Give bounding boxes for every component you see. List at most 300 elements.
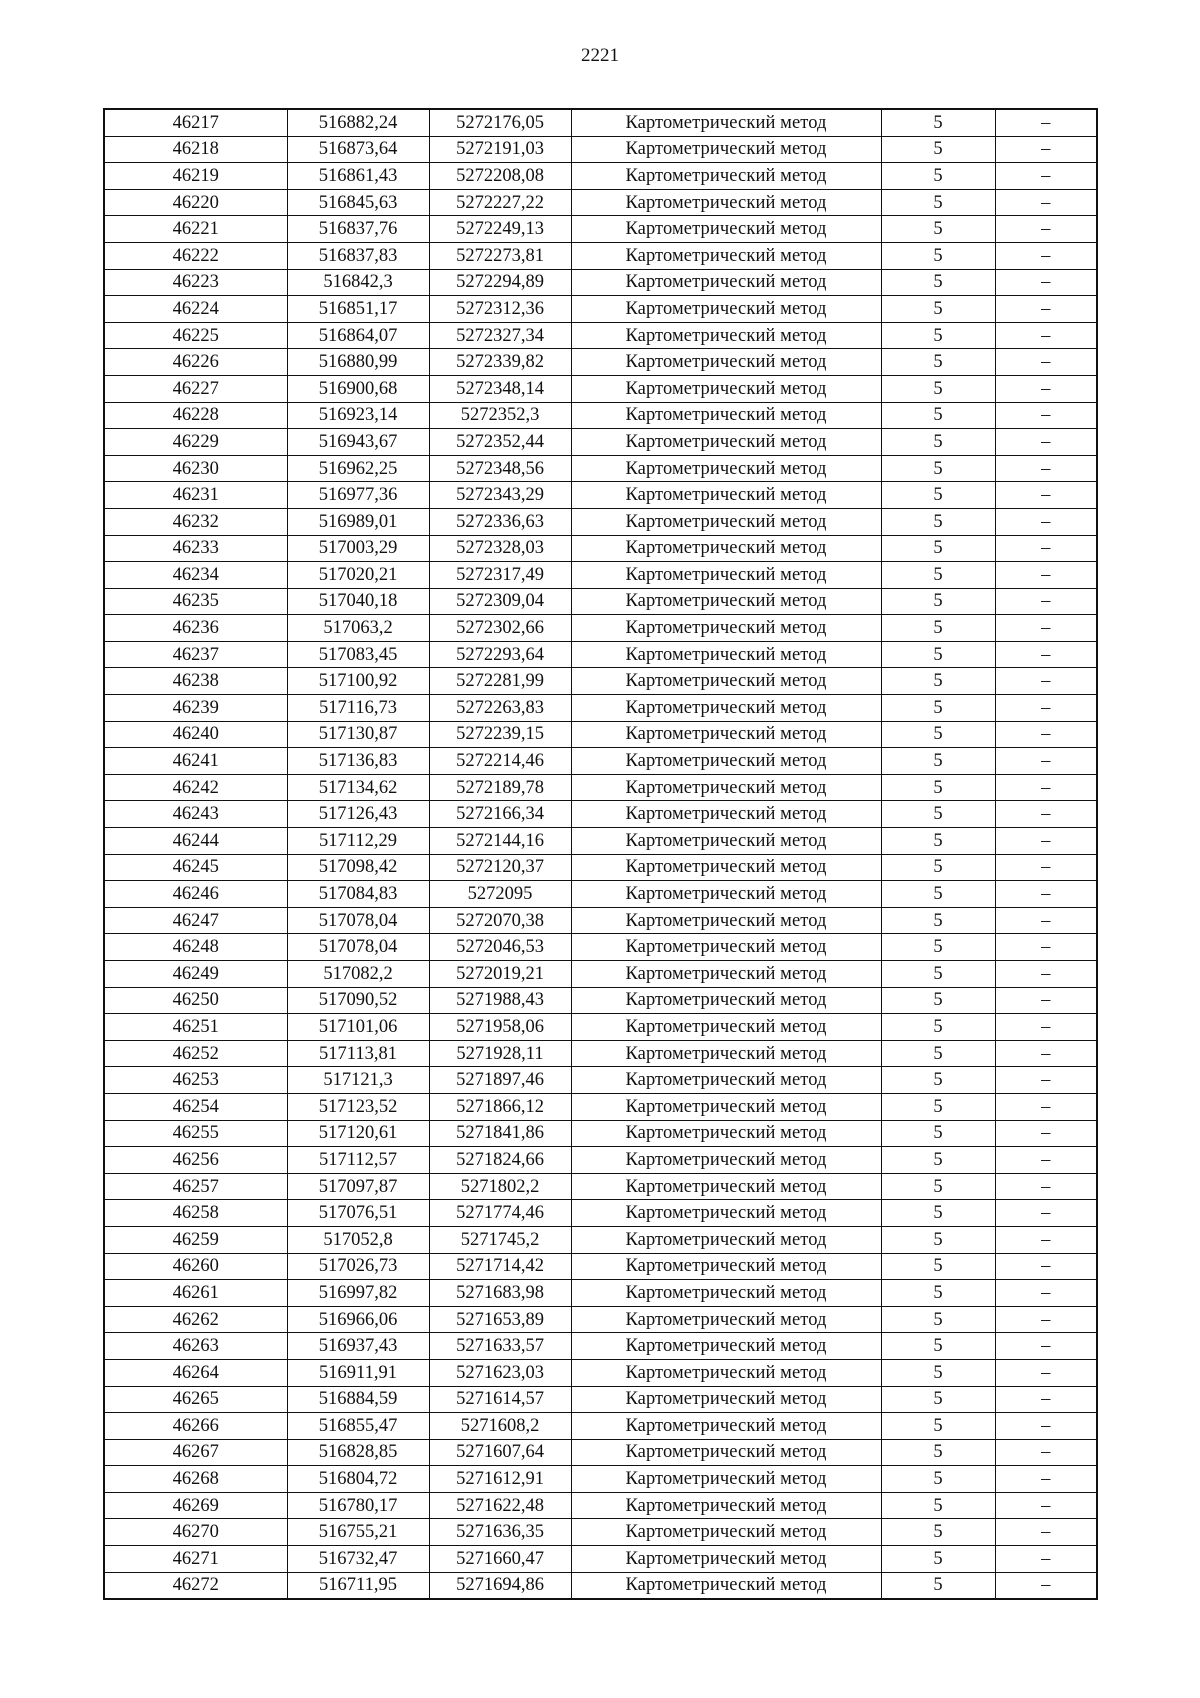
cell-y-coordinate: 5271897,46: [429, 1067, 571, 1094]
table-row: [104, 1120, 1097, 1147]
cell-method: Картометрический метод: [571, 242, 881, 269]
cell-accuracy: 5: [881, 1306, 995, 1333]
cell-y-coordinate: 5271745,2: [429, 1226, 571, 1253]
table-row: [104, 1359, 1097, 1386]
cell-y-coordinate: 5272348,56: [429, 455, 571, 482]
cell-point-number: 46247: [104, 907, 287, 934]
cell-x-coordinate: 517078,04: [287, 934, 429, 961]
cell-method: Картометрический метод: [571, 1359, 881, 1386]
cell-y-coordinate: 5271612,91: [429, 1466, 571, 1493]
cell-note: –: [995, 296, 1097, 323]
table-row: [104, 987, 1097, 1014]
cell-accuracy: 5: [881, 1413, 995, 1440]
cell-accuracy: 5: [881, 1253, 995, 1280]
cell-x-coordinate: 517113,81: [287, 1040, 429, 1067]
cell-note: –: [995, 1572, 1097, 1599]
cell-accuracy: 5: [881, 1546, 995, 1573]
cell-x-coordinate: 517136,83: [287, 748, 429, 775]
cell-accuracy: 5: [881, 961, 995, 988]
table-row: [104, 907, 1097, 934]
cell-note: –: [995, 322, 1097, 349]
table-row: [104, 1093, 1097, 1120]
cell-accuracy: 5: [881, 216, 995, 243]
cell-accuracy: 5: [881, 562, 995, 589]
cell-x-coordinate: 516962,25: [287, 455, 429, 482]
table-row: [104, 562, 1097, 589]
table-row: [104, 1546, 1097, 1573]
cell-accuracy: 5: [881, 1280, 995, 1307]
cell-note: –: [995, 668, 1097, 695]
cell-method: Картометрический метод: [571, 1147, 881, 1174]
cell-method: Картометрический метод: [571, 402, 881, 429]
cell-point-number: 46244: [104, 828, 287, 855]
cell-method: Картометрический метод: [571, 349, 881, 376]
cell-y-coordinate: 5271607,64: [429, 1439, 571, 1466]
cell-accuracy: 5: [881, 828, 995, 855]
cell-y-coordinate: 5272352,3: [429, 402, 571, 429]
cell-note: –: [995, 854, 1097, 881]
cell-x-coordinate: 516937,43: [287, 1333, 429, 1360]
table-row: [104, 721, 1097, 748]
cell-x-coordinate: 517134,62: [287, 774, 429, 801]
cell-note: –: [995, 482, 1097, 509]
table-row: [104, 402, 1097, 429]
cell-y-coordinate: 5272120,37: [429, 854, 571, 881]
cell-point-number: 46232: [104, 508, 287, 535]
cell-point-number: 46257: [104, 1173, 287, 1200]
cell-point-number: 46231: [104, 482, 287, 509]
cell-point-number: 46248: [104, 934, 287, 961]
cell-method: Картометрический метод: [571, 535, 881, 562]
cell-accuracy: 5: [881, 1173, 995, 1200]
table-row: [104, 455, 1097, 482]
cell-accuracy: 5: [881, 695, 995, 722]
table-row: [104, 1014, 1097, 1041]
cell-x-coordinate: 517078,04: [287, 907, 429, 934]
cell-method: Картометрический метод: [571, 455, 881, 482]
cell-y-coordinate: 5272095: [429, 881, 571, 908]
cell-method: Картометрический метод: [571, 721, 881, 748]
cell-method: Картометрический метод: [571, 1413, 881, 1440]
cell-method: Картометрический метод: [571, 1173, 881, 1200]
cell-note: –: [995, 1093, 1097, 1120]
cell-note: –: [995, 1492, 1097, 1519]
table-row: [104, 136, 1097, 163]
cell-y-coordinate: 5271866,12: [429, 1093, 571, 1120]
cell-method: Картометрический метод: [571, 854, 881, 881]
cell-x-coordinate: 517101,06: [287, 1014, 429, 1041]
cell-method: Картометрический метод: [571, 1093, 881, 1120]
table-row: [104, 615, 1097, 642]
cell-y-coordinate: 5272191,03: [429, 136, 571, 163]
cell-note: –: [995, 1253, 1097, 1280]
cell-y-coordinate: 5272312,36: [429, 296, 571, 323]
cell-y-coordinate: 5272239,15: [429, 721, 571, 748]
cell-accuracy: 5: [881, 641, 995, 668]
cell-x-coordinate: 516884,59: [287, 1386, 429, 1413]
cell-note: –: [995, 1386, 1097, 1413]
table-row: [104, 1333, 1097, 1360]
cell-x-coordinate: 517112,57: [287, 1147, 429, 1174]
cell-method: Картометрический метод: [571, 1014, 881, 1041]
table-row: [104, 1413, 1097, 1440]
cell-note: –: [995, 695, 1097, 722]
cell-accuracy: 5: [881, 429, 995, 456]
cell-accuracy: 5: [881, 907, 995, 934]
cell-note: –: [995, 508, 1097, 535]
cell-point-number: 46236: [104, 615, 287, 642]
cell-note: –: [995, 828, 1097, 855]
cell-accuracy: 5: [881, 508, 995, 535]
cell-point-number: 46265: [104, 1386, 287, 1413]
cell-point-number: 46260: [104, 1253, 287, 1280]
cell-method: Картометрический метод: [571, 748, 881, 775]
cell-accuracy: 5: [881, 1120, 995, 1147]
cell-point-number: 46264: [104, 1359, 287, 1386]
cell-x-coordinate: 516828,85: [287, 1439, 429, 1466]
cell-note: –: [995, 987, 1097, 1014]
cell-note: –: [995, 1067, 1097, 1094]
coordinates-table: [103, 108, 1098, 1600]
cell-method: Картометрический метод: [571, 136, 881, 163]
cell-note: –: [995, 535, 1097, 562]
cell-y-coordinate: 5272249,13: [429, 216, 571, 243]
cell-y-coordinate: 5271608,2: [429, 1413, 571, 1440]
cell-accuracy: 5: [881, 1014, 995, 1041]
table-row: [104, 1226, 1097, 1253]
cell-point-number: 46241: [104, 748, 287, 775]
table-row: [104, 269, 1097, 296]
table-row: [104, 508, 1097, 535]
cell-point-number: 46250: [104, 987, 287, 1014]
cell-method: Картометрический метод: [571, 774, 881, 801]
cell-note: –: [995, 1147, 1097, 1174]
cell-method: Картометрический метод: [571, 1120, 881, 1147]
cell-x-coordinate: 516851,17: [287, 296, 429, 323]
table-row: [104, 349, 1097, 376]
cell-x-coordinate: 517100,92: [287, 668, 429, 695]
cell-note: –: [995, 1466, 1097, 1493]
table-row: [104, 216, 1097, 243]
cell-note: –: [995, 774, 1097, 801]
cell-x-coordinate: 516861,43: [287, 163, 429, 190]
cell-accuracy: 5: [881, 1067, 995, 1094]
cell-y-coordinate: 5272302,66: [429, 615, 571, 642]
table-row: [104, 1466, 1097, 1493]
cell-x-coordinate: 517120,61: [287, 1120, 429, 1147]
cell-x-coordinate: 516732,47: [287, 1546, 429, 1573]
cell-accuracy: 5: [881, 482, 995, 509]
cell-accuracy: 5: [881, 402, 995, 429]
cell-point-number: 46217: [104, 109, 287, 136]
cell-y-coordinate: 5272166,34: [429, 801, 571, 828]
table-row: [104, 1386, 1097, 1413]
cell-accuracy: 5: [881, 349, 995, 376]
cell-note: –: [995, 1173, 1097, 1200]
cell-x-coordinate: 516873,64: [287, 136, 429, 163]
cell-point-number: 46259: [104, 1226, 287, 1253]
cell-method: Картометрический метод: [571, 1386, 881, 1413]
cell-accuracy: 5: [881, 801, 995, 828]
cell-method: Картометрический метод: [571, 987, 881, 1014]
cell-y-coordinate: 5271653,89: [429, 1306, 571, 1333]
table-row: [104, 695, 1097, 722]
cell-accuracy: 5: [881, 881, 995, 908]
table-row: [104, 163, 1097, 190]
cell-x-coordinate: 517121,3: [287, 1067, 429, 1094]
cell-note: –: [995, 881, 1097, 908]
cell-point-number: 46243: [104, 801, 287, 828]
cell-point-number: 46234: [104, 562, 287, 589]
cell-note: –: [995, 1120, 1097, 1147]
table-row: [104, 375, 1097, 402]
table-row: [104, 1439, 1097, 1466]
cell-x-coordinate: 517052,8: [287, 1226, 429, 1253]
cell-point-number: 46262: [104, 1306, 287, 1333]
cell-point-number: 46222: [104, 242, 287, 269]
cell-y-coordinate: 5271774,46: [429, 1200, 571, 1227]
cell-point-number: 46242: [104, 774, 287, 801]
table-row: [104, 535, 1097, 562]
cell-accuracy: 5: [881, 854, 995, 881]
cell-y-coordinate: 5271714,42: [429, 1253, 571, 1280]
cell-accuracy: 5: [881, 189, 995, 216]
cell-point-number: 46263: [104, 1333, 287, 1360]
cell-method: Картометрический метод: [571, 641, 881, 668]
cell-note: –: [995, 748, 1097, 775]
cell-x-coordinate: 516864,07: [287, 322, 429, 349]
table-row: [104, 189, 1097, 216]
cell-note: –: [995, 721, 1097, 748]
cell-y-coordinate: 5272317,49: [429, 562, 571, 589]
cell-note: –: [995, 189, 1097, 216]
cell-note: –: [995, 349, 1097, 376]
cell-x-coordinate: 516900,68: [287, 375, 429, 402]
cell-x-coordinate: 517026,73: [287, 1253, 429, 1280]
cell-method: Картометрический метод: [571, 1466, 881, 1493]
cell-point-number: 46229: [104, 429, 287, 456]
cell-x-coordinate: 517020,21: [287, 562, 429, 589]
cell-point-number: 46240: [104, 721, 287, 748]
cell-point-number: 46233: [104, 535, 287, 562]
cell-accuracy: 5: [881, 934, 995, 961]
cell-method: Картометрический метод: [571, 961, 881, 988]
cell-point-number: 46261: [104, 1280, 287, 1307]
table-row: [104, 641, 1097, 668]
table-row: [104, 1067, 1097, 1094]
cell-point-number: 46253: [104, 1067, 287, 1094]
cell-y-coordinate: 5272227,22: [429, 189, 571, 216]
cell-x-coordinate: 516911,91: [287, 1359, 429, 1386]
cell-point-number: 46271: [104, 1546, 287, 1573]
table-row: [104, 961, 1097, 988]
table-row: [104, 1173, 1097, 1200]
cell-y-coordinate: 5272352,44: [429, 429, 571, 456]
cell-y-coordinate: 5271958,06: [429, 1014, 571, 1041]
cell-accuracy: 5: [881, 163, 995, 190]
cell-y-coordinate: 5272070,38: [429, 907, 571, 934]
cell-point-number: 46272: [104, 1572, 287, 1599]
table-row: [104, 854, 1097, 881]
cell-point-number: 46249: [104, 961, 287, 988]
table-row: [104, 748, 1097, 775]
cell-method: Картометрический метод: [571, 109, 881, 136]
cell-y-coordinate: 5272189,78: [429, 774, 571, 801]
page-number: 2221: [581, 45, 619, 66]
cell-note: –: [995, 1200, 1097, 1227]
cell-y-coordinate: 5272019,21: [429, 961, 571, 988]
table-row: [104, 1519, 1097, 1546]
cell-point-number: 46224: [104, 296, 287, 323]
cell-method: Картометрический метод: [571, 881, 881, 908]
cell-method: Картометрический метод: [571, 1040, 881, 1067]
cell-note: –: [995, 402, 1097, 429]
table-row: [104, 322, 1097, 349]
cell-accuracy: 5: [881, 1519, 995, 1546]
cell-point-number: 46227: [104, 375, 287, 402]
cell-accuracy: 5: [881, 774, 995, 801]
cell-method: Картометрический метод: [571, 1306, 881, 1333]
cell-accuracy: 5: [881, 987, 995, 1014]
cell-note: –: [995, 588, 1097, 615]
cell-y-coordinate: 5271623,03: [429, 1359, 571, 1386]
cell-point-number: 46218: [104, 136, 287, 163]
cell-method: Картометрический метод: [571, 296, 881, 323]
cell-method: Картометрический метод: [571, 695, 881, 722]
cell-x-coordinate: 517083,45: [287, 641, 429, 668]
cell-y-coordinate: 5272176,05: [429, 109, 571, 136]
cell-method: Картометрический метод: [571, 216, 881, 243]
cell-point-number: 46245: [104, 854, 287, 881]
cell-x-coordinate: 517003,29: [287, 535, 429, 562]
cell-point-number: 46237: [104, 641, 287, 668]
cell-y-coordinate: 5272327,34: [429, 322, 571, 349]
cell-point-number: 46223: [104, 269, 287, 296]
cell-y-coordinate: 5272348,14: [429, 375, 571, 402]
cell-y-coordinate: 5272208,08: [429, 163, 571, 190]
cell-note: –: [995, 1040, 1097, 1067]
cell-method: Картометрический метод: [571, 1226, 881, 1253]
cell-note: –: [995, 455, 1097, 482]
cell-method: Картометрический метод: [571, 508, 881, 535]
cell-method: Картометрический метод: [571, 429, 881, 456]
table-row: [104, 242, 1097, 269]
cell-note: –: [995, 961, 1097, 988]
cell-x-coordinate: 517097,87: [287, 1173, 429, 1200]
cell-method: Картометрический метод: [571, 1253, 881, 1280]
cell-x-coordinate: 517112,29: [287, 828, 429, 855]
cell-point-number: 46220: [104, 189, 287, 216]
cell-point-number: 46266: [104, 1413, 287, 1440]
cell-x-coordinate: 517082,2: [287, 961, 429, 988]
cell-point-number: 46226: [104, 349, 287, 376]
cell-note: –: [995, 1413, 1097, 1440]
cell-x-coordinate: 516880,99: [287, 349, 429, 376]
cell-y-coordinate: 5271683,98: [429, 1280, 571, 1307]
cell-x-coordinate: 517084,83: [287, 881, 429, 908]
cell-method: Картометрический метод: [571, 801, 881, 828]
cell-y-coordinate: 5272293,64: [429, 641, 571, 668]
table-row: [104, 1306, 1097, 1333]
cell-x-coordinate: 516943,67: [287, 429, 429, 456]
cell-x-coordinate: 516923,14: [287, 402, 429, 429]
cell-accuracy: 5: [881, 1093, 995, 1120]
cell-note: –: [995, 1014, 1097, 1041]
cell-note: –: [995, 1546, 1097, 1573]
cell-x-coordinate: 517098,42: [287, 854, 429, 881]
table-row: [104, 1040, 1097, 1067]
cell-accuracy: 5: [881, 535, 995, 562]
cell-y-coordinate: 5272328,03: [429, 535, 571, 562]
cell-x-coordinate: 516989,01: [287, 508, 429, 535]
cell-x-coordinate: 516997,82: [287, 1280, 429, 1307]
cell-method: Картометрический метод: [571, 588, 881, 615]
cell-note: –: [995, 641, 1097, 668]
table-row: [104, 1492, 1097, 1519]
table-row: [104, 801, 1097, 828]
cell-accuracy: 5: [881, 1466, 995, 1493]
cell-y-coordinate: 5272263,83: [429, 695, 571, 722]
cell-x-coordinate: 516780,17: [287, 1492, 429, 1519]
cell-x-coordinate: 516837,83: [287, 242, 429, 269]
table-row: [104, 668, 1097, 695]
cell-method: Картометрический метод: [571, 1067, 881, 1094]
table-row: [104, 1572, 1097, 1599]
cell-y-coordinate: 5271633,57: [429, 1333, 571, 1360]
cell-x-coordinate: 517123,52: [287, 1093, 429, 1120]
cell-x-coordinate: 517116,73: [287, 695, 429, 722]
cell-accuracy: 5: [881, 269, 995, 296]
cell-accuracy: 5: [881, 1572, 995, 1599]
cell-point-number: 46230: [104, 455, 287, 482]
cell-accuracy: 5: [881, 588, 995, 615]
cell-accuracy: 5: [881, 615, 995, 642]
cell-accuracy: 5: [881, 1439, 995, 1466]
cell-y-coordinate: 5271988,43: [429, 987, 571, 1014]
table-row: [104, 774, 1097, 801]
cell-x-coordinate: 517126,43: [287, 801, 429, 828]
cell-accuracy: 5: [881, 1200, 995, 1227]
cell-x-coordinate: 517040,18: [287, 588, 429, 615]
cell-y-coordinate: 5272144,16: [429, 828, 571, 855]
cell-x-coordinate: 516882,24: [287, 109, 429, 136]
cell-point-number: 46251: [104, 1014, 287, 1041]
cell-note: –: [995, 136, 1097, 163]
cell-note: –: [995, 429, 1097, 456]
cell-accuracy: 5: [881, 296, 995, 323]
cell-point-number: 46246: [104, 881, 287, 908]
table-row: [104, 1200, 1097, 1227]
cell-point-number: 46269: [104, 1492, 287, 1519]
cell-point-number: 46221: [104, 216, 287, 243]
table-row: [104, 881, 1097, 908]
cell-x-coordinate: 516842,3: [287, 269, 429, 296]
cell-y-coordinate: 5272294,89: [429, 269, 571, 296]
cell-method: Картометрический метод: [571, 1280, 881, 1307]
cell-accuracy: 5: [881, 1492, 995, 1519]
cell-method: Картометрический метод: [571, 615, 881, 642]
cell-accuracy: 5: [881, 1040, 995, 1067]
cell-note: –: [995, 907, 1097, 934]
cell-note: –: [995, 615, 1097, 642]
cell-y-coordinate: 5272343,29: [429, 482, 571, 509]
cell-y-coordinate: 5271636,35: [429, 1519, 571, 1546]
cell-accuracy: 5: [881, 242, 995, 269]
cell-accuracy: 5: [881, 748, 995, 775]
cell-note: –: [995, 1226, 1097, 1253]
table-row: [104, 296, 1097, 323]
cell-y-coordinate: 5271841,86: [429, 1120, 571, 1147]
